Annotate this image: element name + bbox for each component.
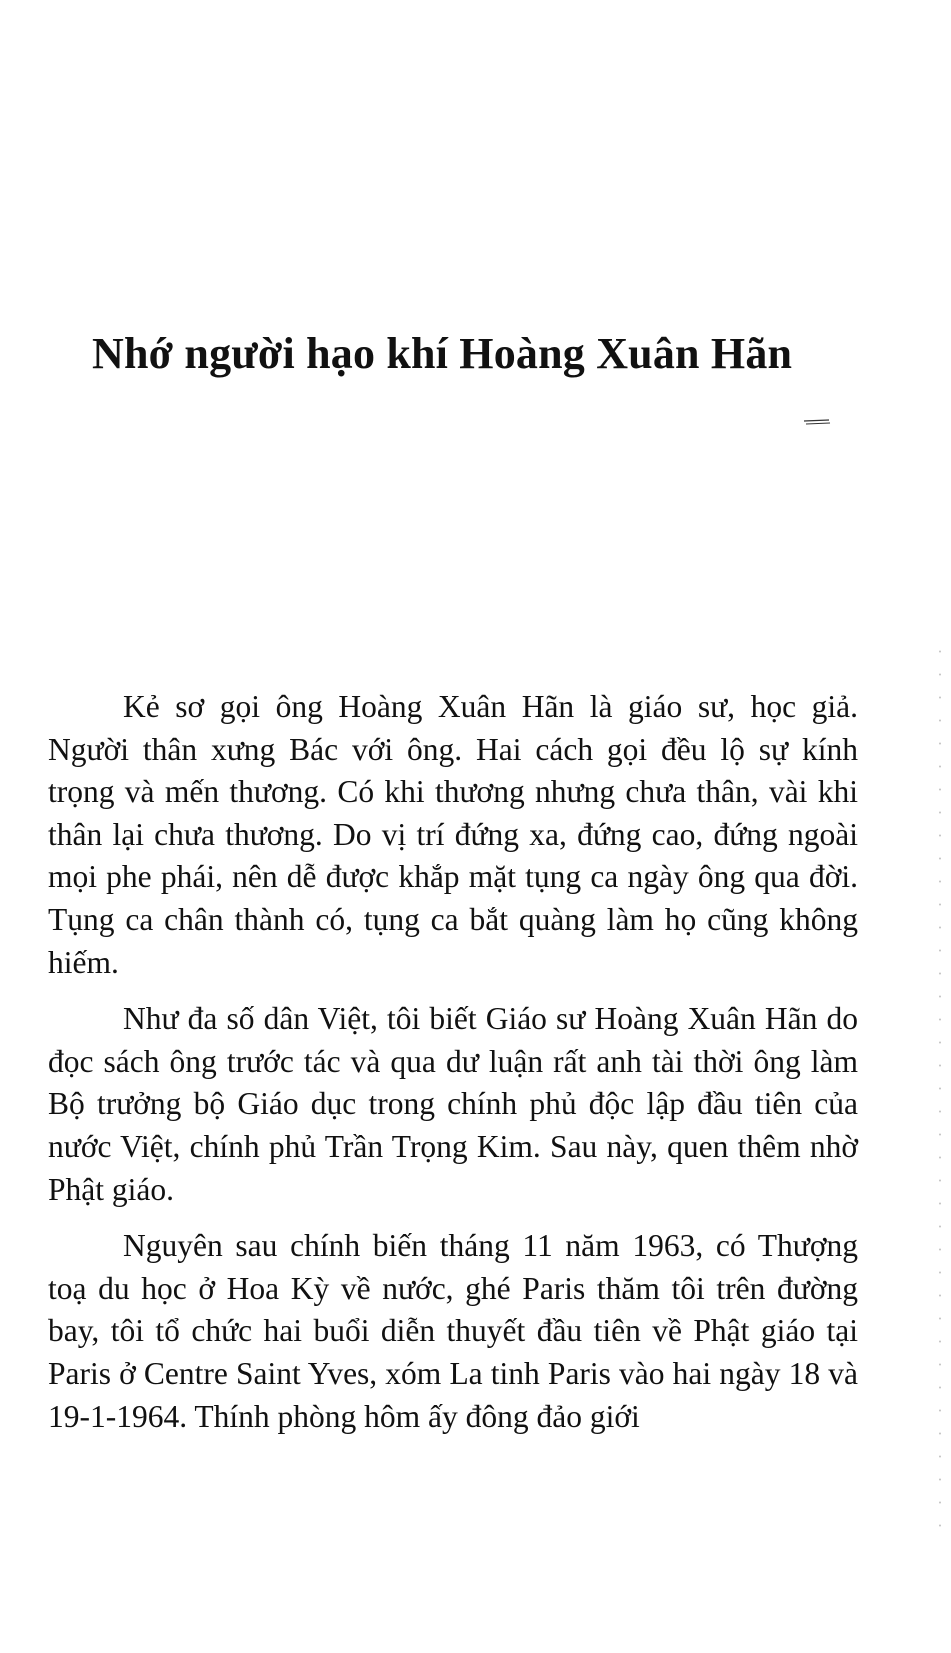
body-text: [48, 686, 858, 1452]
chapter-title: Nhớ người hạo khí Hoàng Xuân Hãn: [92, 329, 793, 378]
paragraph: Nguyên sau chính biến tháng 11 năm 1963, có Thượng toạ du học ở Hoa Kỳ về nước, ghé Paris thăm tôi trên đường bay, tôi tổ chức hai buổi diễn thuyết đầu tiên về Phật giáo tại Paris ở Centre Saint Yves, xóm La tinh Paris vào hai ngày 18 và 19-1-1964. Thính phòng hôm ấy đông đảo giới: [48, 1228, 858, 1434]
paragraph: Như đa số dân Việt, tôi biết Giáo sư Hoàng Xuân Hãn do đọc sách ông trước tác và qua dư luận rất anh tài thời ông làm Bộ trưởng bộ Giáo dục trong chính phủ độc lập đầu tiên của nước Việt, chính phủ Trần Trọng Kim. Sau này, quen thêm nhờ Phật giáo.: [48, 1001, 858, 1207]
paragraph: Kẻ sơ gọi ông Hoàng Xuân Hãn là giáo sư, học giả. Người thân xưng Bác với ông. Hai cách gọi đều lộ sự kính trọng và mến thương. Có khi thương nhưng chưa thân, vài khi thân lại chưa thương. Do vị trí đứng xa, đứng cao, đứng ngoài mọi phe phái, nên dễ được khắp mặt tụng ca ngày ông qua đời. Tụng ca chân thành có, tụng ca bắt quàng làm họ cũng không hiếm.: [48, 689, 858, 980]
scan-edge-specks: [937, 640, 943, 1540]
printing-mark: [803, 418, 831, 426]
